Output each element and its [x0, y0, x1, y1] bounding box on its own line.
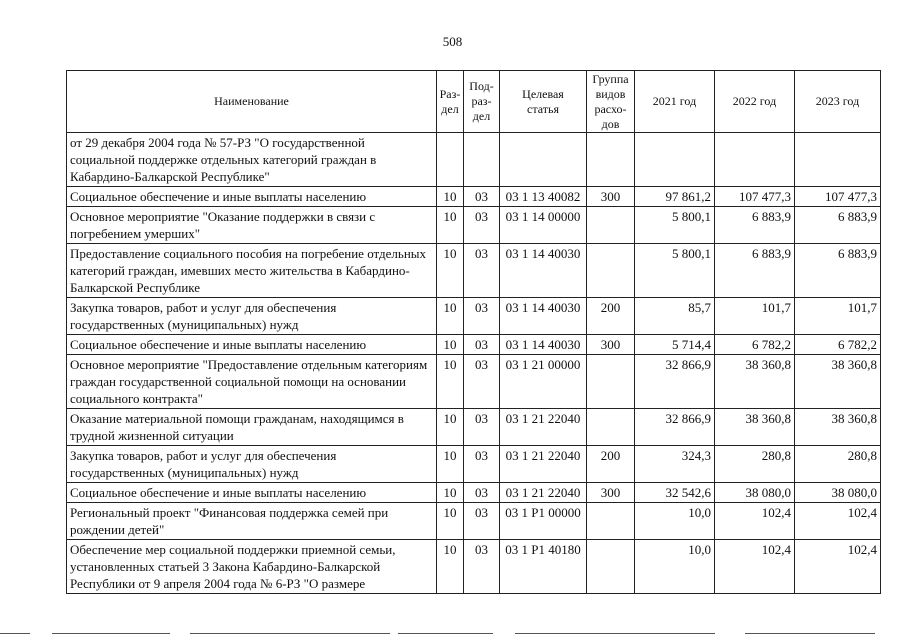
header-2021: 2021 год	[635, 71, 715, 133]
header-2023: 2023 год	[795, 71, 881, 133]
section-code: 10	[437, 207, 464, 244]
amount-2023: 38 360,8	[795, 355, 881, 409]
item-name: Оказание материальной помощи гражданам, находящимся в трудной жизненной ситуации	[67, 409, 437, 446]
expense-group-code	[587, 540, 635, 594]
amount-2021: 5 714,4	[635, 335, 715, 355]
subsection-code: 03	[464, 540, 500, 594]
target-article-code: 03 1 14 40030	[500, 298, 587, 335]
amount-2022: 6 883,9	[715, 244, 795, 298]
amount-2021: 10,0	[635, 540, 715, 594]
subsection-code: 03	[464, 335, 500, 355]
target-article-code: 03 1 14 40030	[500, 244, 587, 298]
amount-2021: 32 542,6	[635, 483, 715, 503]
table-row	[67, 540, 881, 594]
amount-2023: 6 883,9	[795, 207, 881, 244]
target-article-code: 03 1 21 00000	[500, 355, 587, 409]
section-code: 10	[437, 446, 464, 483]
amount-2021: 32 866,9	[635, 409, 715, 446]
target-article-code: 03 1 14 40030	[500, 335, 587, 355]
expense-group-code	[587, 409, 635, 446]
item-name: Закупка товаров, работ и услуг для обеспечения государственных (муниципальных) нужд	[67, 446, 437, 483]
subsection-code: 03	[464, 298, 500, 335]
header-expense-group: Группа видов расхо- дов	[587, 71, 635, 133]
footer-rule	[52, 633, 170, 634]
amount-2023	[795, 133, 881, 187]
amount-2022	[715, 133, 795, 187]
amount-2022: 38 360,8	[715, 355, 795, 409]
expense-group-code: 200	[587, 298, 635, 335]
expense-group-code	[587, 355, 635, 409]
table-row	[67, 409, 881, 446]
target-article-code: 03 1 P1 40180	[500, 540, 587, 594]
table-row	[67, 298, 881, 335]
page-number: 508	[442, 34, 463, 49]
expense-group-code: 300	[587, 187, 635, 207]
item-name: Региональный проект "Финансовая поддержка семей при рождении детей"	[67, 503, 437, 540]
header-2022: 2022 год	[715, 71, 795, 133]
amount-2021: 5 800,1	[635, 244, 715, 298]
amount-2023: 102,4	[795, 540, 881, 594]
item-name: от 29 декабря 2004 года № 57-РЗ "О государственной социальной поддержке отдельных категорий граждан в Кабардино-Балкарской Республике"	[67, 133, 437, 187]
amount-2023: 101,7	[795, 298, 881, 335]
amount-2021	[635, 133, 715, 187]
amount-2022: 38 080,0	[715, 483, 795, 503]
amount-2022: 6 883,9	[715, 207, 795, 244]
amount-2023: 6 883,9	[795, 244, 881, 298]
item-name: Основное мероприятие "Предоставление отдельным категориям граждан государственной социальной помощи на основании социального контракта"	[67, 355, 437, 409]
section-code: 10	[437, 483, 464, 503]
subsection-code: 03	[464, 355, 500, 409]
table-row	[67, 446, 881, 483]
table-row	[67, 483, 881, 503]
subsection-code: 03	[464, 503, 500, 540]
table-row	[67, 244, 881, 298]
header-row	[67, 71, 881, 133]
amount-2022: 280,8	[715, 446, 795, 483]
subsection-code: 03	[464, 483, 500, 503]
target-article-code	[500, 133, 587, 187]
amount-2021: 324,3	[635, 446, 715, 483]
expense-group-code: 200	[587, 446, 635, 483]
amount-2022: 6 782,2	[715, 335, 795, 355]
amount-2023: 107 477,3	[795, 187, 881, 207]
budget-table	[66, 70, 881, 594]
header-subsection: Под- раз- дел	[464, 71, 500, 133]
footer-rule	[190, 633, 390, 634]
expense-group-code	[587, 244, 635, 298]
section-code: 10	[437, 355, 464, 409]
footer-rule	[398, 633, 493, 634]
subsection-code: 03	[464, 446, 500, 483]
amount-2021: 85,7	[635, 298, 715, 335]
item-name: Социальное обеспечение и иные выплаты населению	[67, 335, 437, 355]
section-code: 10	[437, 503, 464, 540]
amount-2022: 102,4	[715, 540, 795, 594]
amount-2022: 101,7	[715, 298, 795, 335]
subsection-code: 03	[464, 207, 500, 244]
target-article-code: 03 1 21 22040	[500, 446, 587, 483]
footer-rule	[515, 633, 715, 634]
amount-2023: 102,4	[795, 503, 881, 540]
subsection-code: 03	[464, 244, 500, 298]
subsection-code: 03	[464, 187, 500, 207]
amount-2021: 32 866,9	[635, 355, 715, 409]
expense-group-code	[587, 207, 635, 244]
target-article-code: 03 1 14 00000	[500, 207, 587, 244]
table-row	[67, 355, 881, 409]
section-code: 10	[437, 298, 464, 335]
target-article-code: 03 1 21 22040	[500, 409, 587, 446]
section-code: 10	[437, 409, 464, 446]
section-code: 10	[437, 244, 464, 298]
footer-rule	[745, 633, 875, 634]
section-code: 10	[437, 540, 464, 594]
amount-2023: 6 782,2	[795, 335, 881, 355]
header-name: Наименование	[67, 71, 437, 133]
item-name: Предоставление социального пособия на погребение отдельных категорий граждан, имевших место жительства в Кабардино-Балкарской Республике	[67, 244, 437, 298]
amount-2023: 280,8	[795, 446, 881, 483]
expense-group-code: 300	[587, 335, 635, 355]
expense-group-code	[587, 503, 635, 540]
amount-2022: 107 477,3	[715, 187, 795, 207]
amount-2021: 5 800,1	[635, 207, 715, 244]
amount-2021: 97 861,2	[635, 187, 715, 207]
table-row	[67, 187, 881, 207]
subsection-code: 03	[464, 409, 500, 446]
target-article-code: 03 1 21 22040	[500, 483, 587, 503]
table-row	[67, 133, 881, 187]
table-row	[67, 335, 881, 355]
table-row	[67, 207, 881, 244]
item-name: Социальное обеспечение и иные выплаты населению	[67, 483, 437, 503]
expense-group-code	[587, 133, 635, 187]
header-section: Раз- дел	[437, 71, 464, 133]
target-article-code: 03 1 P1 00000	[500, 503, 587, 540]
section-code: 10	[437, 335, 464, 355]
amount-2022: 102,4	[715, 503, 795, 540]
target-article-code: 03 1 13 40082	[500, 187, 587, 207]
table-row	[67, 503, 881, 540]
section-code	[437, 133, 464, 187]
subsection-code	[464, 133, 500, 187]
item-name: Закупка товаров, работ и услуг для обеспечения государственных (муниципальных) нужд	[67, 298, 437, 335]
header-target-article: Целевая статья	[500, 71, 587, 133]
footer-rule	[0, 633, 30, 634]
item-name: Социальное обеспечение и иные выплаты населению	[67, 187, 437, 207]
amount-2022: 38 360,8	[715, 409, 795, 446]
item-name: Обеспечение мер социальной поддержки приемной семьи, установленных статьей 3 Закона Кабардино-Балкарской Республики от 9 апреля 2004 года № 6-РЗ "О размере	[67, 540, 437, 594]
amount-2023: 38 080,0	[795, 483, 881, 503]
expense-group-code: 300	[587, 483, 635, 503]
amount-2023: 38 360,8	[795, 409, 881, 446]
item-name: Основное мероприятие "Оказание поддержки в связи с погребением умерших"	[67, 207, 437, 244]
section-code: 10	[437, 187, 464, 207]
amount-2021: 10,0	[635, 503, 715, 540]
